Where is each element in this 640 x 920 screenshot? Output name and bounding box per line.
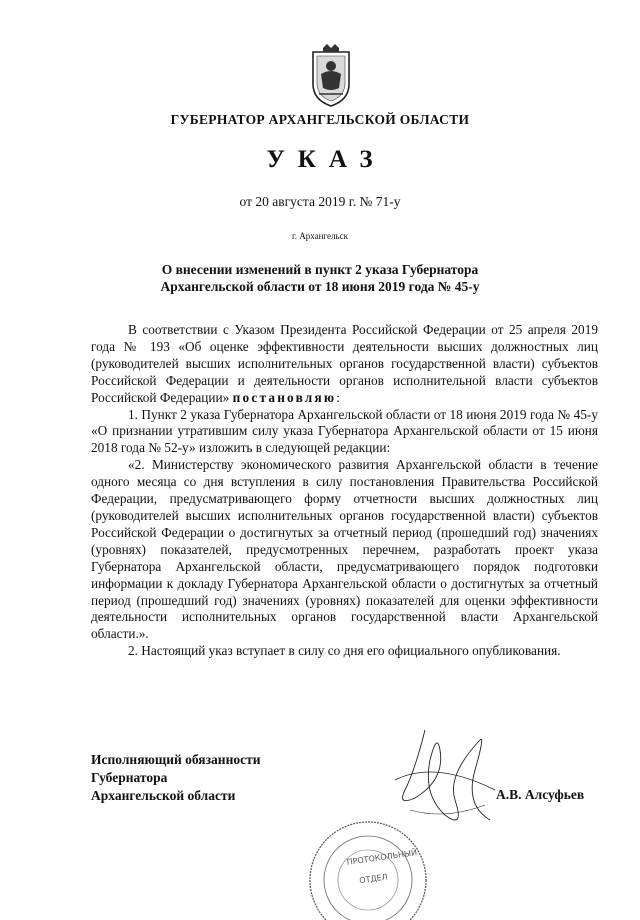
subject-line-1: О внесении изменений в пункт 2 указа Губернатора xyxy=(161,262,479,277)
svg-text:ОТДЕЛ: ОТДЕЛ xyxy=(358,872,389,886)
svg-text:ПРОТОКОЛЬНЫЙ: ПРОТОКОЛЬНЫЙ xyxy=(346,848,418,867)
decree-body xyxy=(91,322,598,660)
organization-heading: ГУБЕРНАТОР АРХАНГЕЛЬСКОЙ ОБЛАСТИ xyxy=(170,112,470,127)
resolve-word: постановляю xyxy=(232,389,337,405)
position-line-3: Архангельской области xyxy=(91,788,236,803)
signatory-name: А.В. Алсуфьев xyxy=(496,787,585,802)
quoted-point-paragraph: «2. Министерству экономического развития Архангельской области в течение одного месяца со дня вступления в силу постановления Правительства Российской Федерации, предусматривающего форму отчетности высших должностных лиц (руководителей высших исполнительных органов государственной власти) субъектов Российской Федерации о достигнутых за отчетный период (прошедший год) значениях (уровнях) показателей, предусмотренных перечнем, разработать проект указа Губернатора Архангельской области, предусматривающего порядок подготовки информации к докладу Губернатора Архангельской области о достигнутых за отчетный период (прошедший год) значениях (уровнях) показателей для оценки эффективности деятельности исполнительных органов государственной власти Архангельской области.». xyxy=(91,457,598,642)
signatory-position xyxy=(91,751,261,805)
resolve-colon: : xyxy=(336,389,340,405)
position-line-2: Губернатора xyxy=(91,770,168,785)
subject-line-2: Архангельской области от 18 июня 2019 года № 45-у xyxy=(160,279,480,294)
decree-title: УКАЗ xyxy=(266,146,386,173)
point-1-paragraph: 1. Пункт 2 указа Губернатора Архангельской области от 18 июня 2019 года № 45-у «О признании утратившим силу указа Губернатора Архангельской области от 15 июня 2018 года № 52-у» изложить в следующей редакции: xyxy=(91,406,598,456)
preamble-paragraph xyxy=(91,322,598,407)
city-line: г. Архангельск xyxy=(292,231,348,241)
preamble-text: В соответствии с Указом Президента Российской Федерации от 25 апреля 2019 года № 193 «Об оценке эффективности деятельности высших должностных лиц (руководителей высших исполнительных органов государственной власти) субъектов Российской Федерации и деятельности органов исполнительной власти субъектов Российской Федерации» xyxy=(91,322,598,405)
coat-of-arms-icon xyxy=(309,42,353,108)
decree-date-number: от 20 августа 2019 г. № 71-у xyxy=(239,194,401,209)
decree-subject xyxy=(100,261,540,295)
position-line-1: Исполняющий обязанности xyxy=(91,752,261,767)
point-2-paragraph: 2. Настоящий указ вступает в силу со дня его официального опубликования. xyxy=(128,643,561,659)
official-stamp xyxy=(288,810,438,920)
